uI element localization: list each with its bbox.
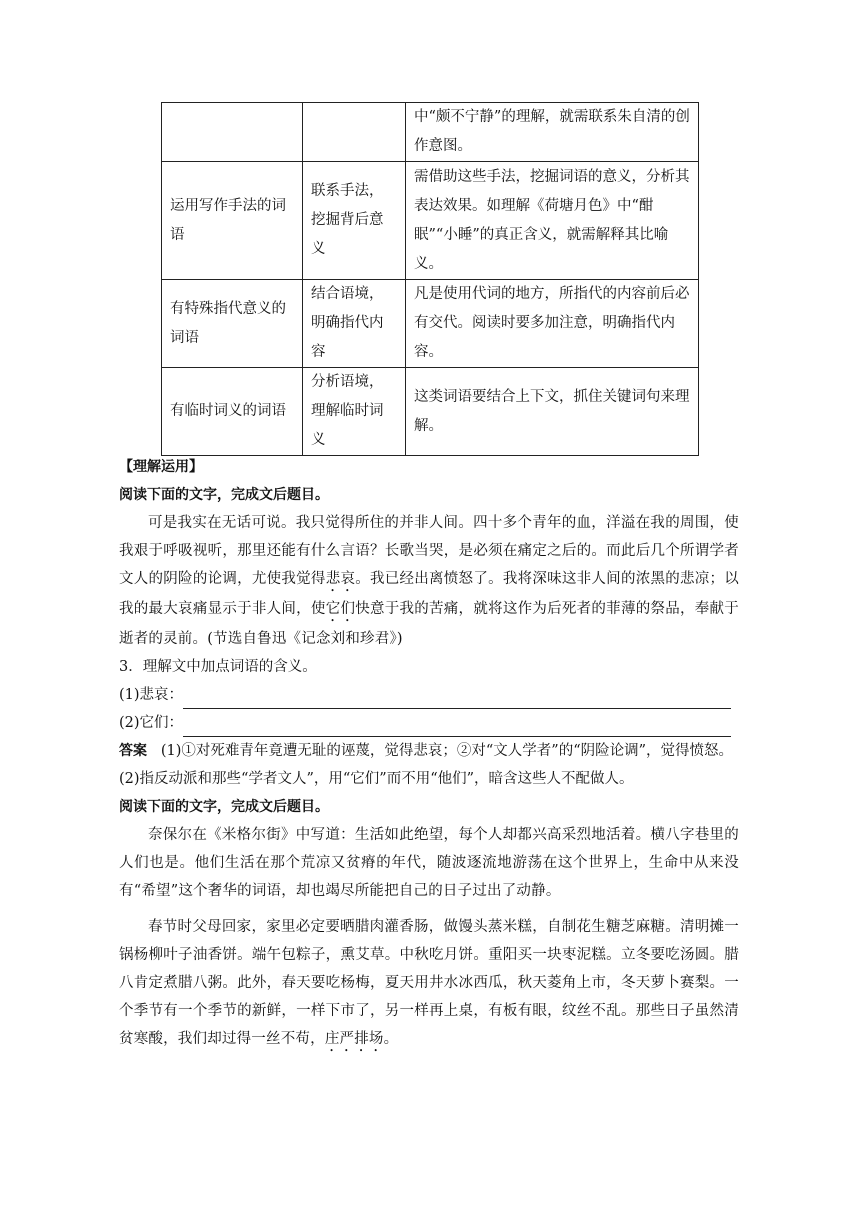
table-cell	[303, 103, 406, 162]
passage-text: 。	[383, 1031, 399, 1047]
table-cell: 中“颇不宁静”的理解，就需联系朱自清的创作意图。	[406, 103, 699, 162]
table-cell: 有特殊指代意义的词语	[162, 280, 303, 368]
question-item-label: (2)它们：	[119, 715, 184, 731]
table-row	[162, 162, 699, 280]
question-item-label: (1)悲哀：	[119, 687, 184, 703]
answer-blank[interactable]	[183, 690, 731, 709]
emphasized-word: 悲哀	[325, 571, 356, 587]
question-item	[119, 709, 739, 737]
table-cell: 凡是使用代词的地方，所指代的内容前后必有交代。阅读时要多加注意，明确指代内容。	[406, 280, 699, 368]
answer-label: 答案	[119, 743, 147, 759]
table-row	[162, 368, 699, 456]
content-block	[119, 453, 739, 1055]
table-cell	[162, 103, 303, 162]
passage-paragraph	[119, 509, 739, 653]
table-row	[162, 280, 699, 368]
instruction: 阅读下面的文字，完成文后题目。	[119, 487, 329, 503]
table-cell: 需借助这些手法，挖掘词语的意义，分析其表达效果。如理解《荷塘月色》中“酣眠”“小睡”的真正含义，就需解释其比喻义。	[406, 162, 699, 280]
table-cell: 这类词语要结合上下文，抓住关键词句来理解。	[406, 368, 699, 456]
answer-block	[119, 737, 739, 765]
table-cell: 有临时词义的词语	[162, 368, 303, 456]
question-stem: 3．理解文中加点词语的含义。	[119, 659, 317, 675]
instruction: 阅读下面的文字，完成文后题目。	[119, 799, 329, 815]
passage-text: 快意于我的苦痛，就将这作为后死者的菲薄的祭品，奉献于逝者的灵前。(节选自鲁迅《记念刘和珍君》)	[119, 601, 739, 647]
passage-text: 春节时父母回家，家里必定要晒腊肉灌香肠，做馒头蒸米糕，自制花生糖芝麻糖。清明摊一锅杨柳叶子油香饼。端午包粽子，熏艾草。中秋吃月饼。重阳买一块枣泥糕。立冬要吃汤圆。腊八肯定煮腊八粥。此外，春天要吃杨梅，夏天用井水冰西瓜，秋天菱角上市，冬天萝卜赛梨。一个季节有一个季节的新鲜，一样下市了，另一样再上桌，有板有眼，纹丝不乱。那些日子虽然清贫寒酸，我们却过得一丝不苟，	[119, 919, 739, 1047]
answer-text: (1)①对死难青年竟遭无耻的诬蔑，觉得悲哀；②对“文人学者”的“阴险论调”，觉得愤怒。	[160, 743, 734, 759]
answer-blank[interactable]	[183, 718, 731, 737]
table-row	[162, 103, 699, 162]
passage-paragraph	[119, 913, 739, 1055]
table-cell: 分析语境，理解临时词义	[303, 368, 406, 456]
section-title: 【理解运用】	[119, 459, 203, 475]
passage-paragraph: 奈保尔在《米格尔街》中写道：生活如此绝望，每个人却都兴高采烈地活着。横八字巷里的人们也是。他们生活在那个荒凉又贫瘠的年代，随波逐流地游荡在这个世界上，生命中从来没有“希望”这个奢华的词语，却也竭尽所能把自己的日子过出了动静。	[119, 827, 739, 899]
table-cell: 运用写作手法的词语	[162, 162, 303, 280]
emphasized-word: 庄严排场	[324, 1031, 384, 1047]
answer-text: (2)指反动派和那些“学者文人”，用“它们”而不用“他们”，暗含这些人不配做人。	[119, 771, 634, 787]
passage-text: 可是我实在无话可说。我只觉得所住的并非人间。四十多个青年的血，洋溢在我的周围，使我艰于呼吸视听，那里还能有什么言语？长歌当哭，是必须在痛定之后的。而此后几个所谓学者文人的阴险的论调，尤使我觉得	[119, 515, 739, 587]
question-item	[119, 681, 739, 709]
table-cell: 联系手法，挖掘背后意义	[303, 162, 406, 280]
passage-text: 。我已经出离愤怒了。我将深味这非人间的浓黑的悲凉；以我的最大哀痛显示于非人间，使	[119, 571, 739, 617]
emphasized-word: 它们	[325, 601, 356, 617]
table-cell: 结合语境，明确指代内容	[303, 280, 406, 368]
method-table	[161, 102, 699, 456]
